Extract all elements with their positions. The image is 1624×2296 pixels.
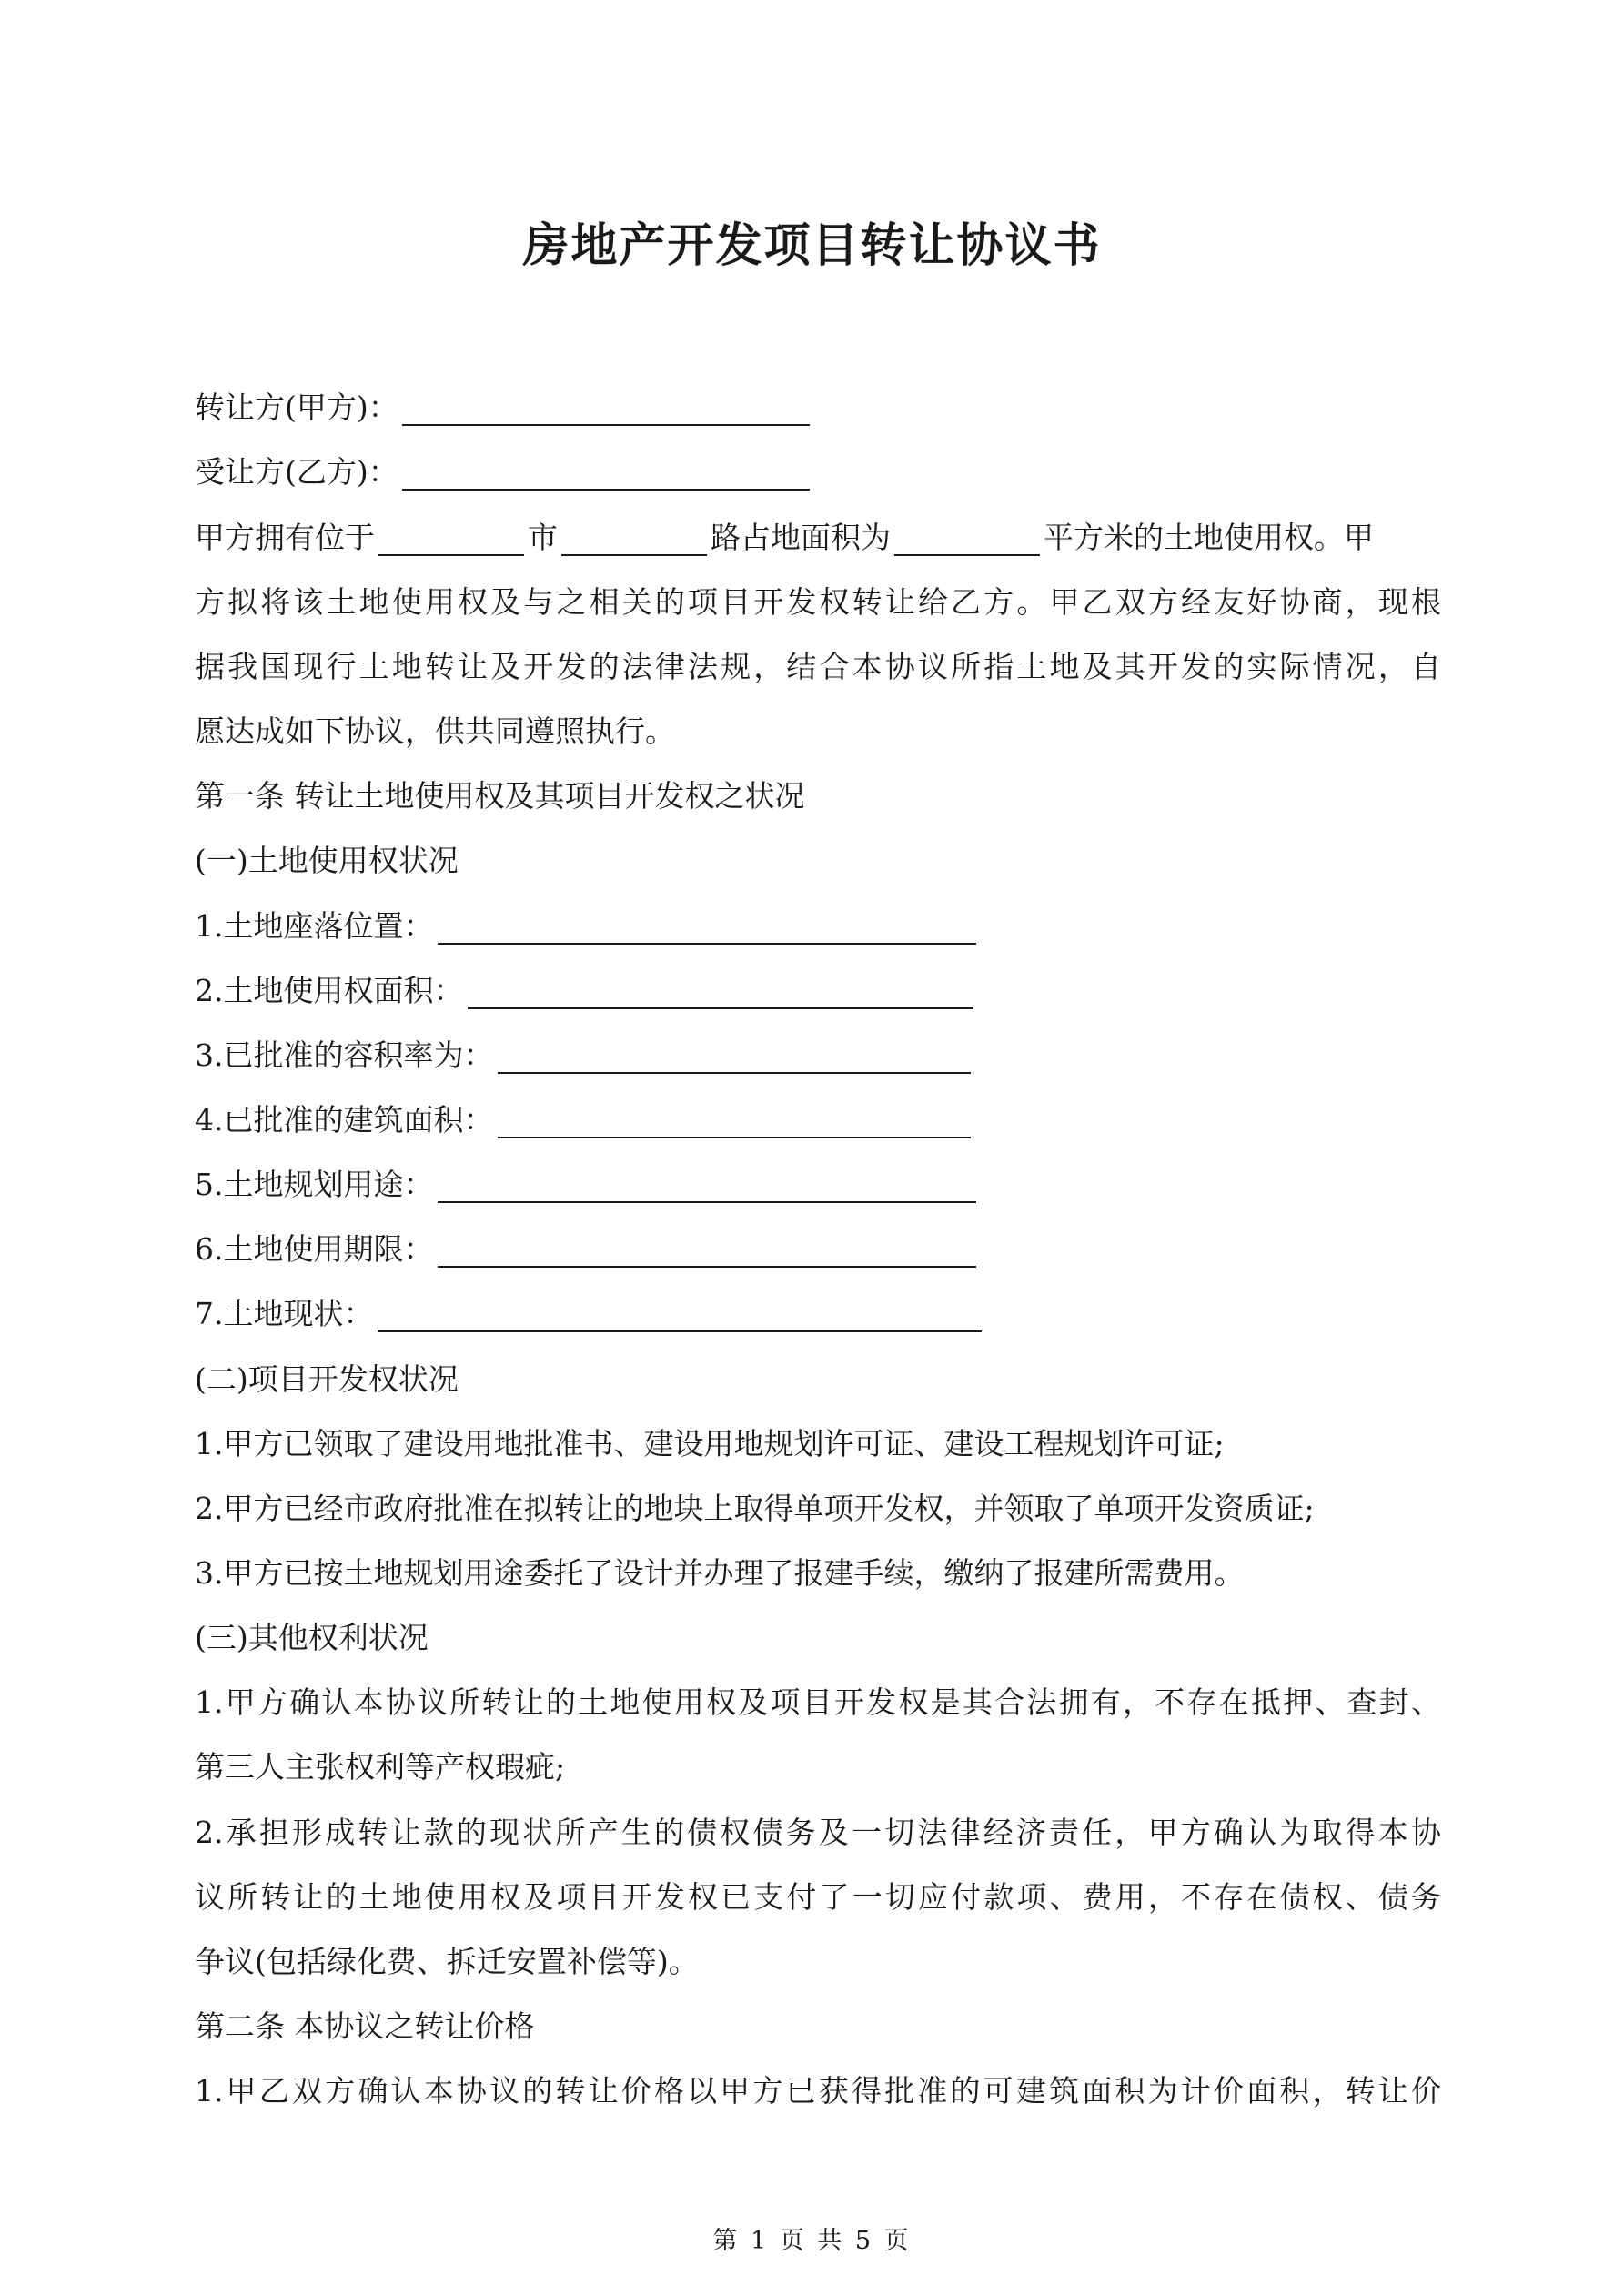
land-item-6 bbox=[195, 1231, 976, 1268]
intro-line-2: 方拟将该土地使用权及与之相关的项目开发权转让给乙方。甲乙双方经友好协商，现根 bbox=[195, 584, 1441, 620]
section-2-heading: (二)项目开发权状况 bbox=[195, 1361, 459, 1397]
land-item-blank bbox=[378, 1300, 982, 1332]
party-a-line bbox=[195, 389, 810, 426]
other-item-1-line-2: 第三人主张权利等产权瑕疵; bbox=[195, 1749, 566, 1785]
article-2-heading: 第二条 本协议之转让价格 bbox=[195, 2008, 535, 2044]
party-a-label: 转让方(甲方)： bbox=[195, 389, 398, 425]
intro-line-3: 据我国现行土地转让及开发的法律法规，结合本协议所指土地及其开发的实际情况，自 bbox=[195, 649, 1441, 684]
city-blank bbox=[378, 523, 524, 556]
land-item-1 bbox=[195, 908, 976, 945]
area-blank bbox=[894, 523, 1040, 556]
land-item-blank bbox=[468, 976, 973, 1009]
intro-text: 路占地面积为 bbox=[711, 520, 891, 555]
intro-text: 平方米的土地使用权。甲 bbox=[1044, 520, 1374, 555]
land-item-label: 5.土地规划用途： bbox=[195, 1167, 434, 1202]
land-item-label: 2.土地使用权面积： bbox=[195, 973, 464, 1008]
land-item-7 bbox=[195, 1296, 982, 1332]
section-3-heading: (三)其他权利状况 bbox=[195, 1620, 429, 1655]
land-item-blank bbox=[438, 1235, 976, 1268]
land-item-blank bbox=[498, 1041, 971, 1074]
intro-text: 市 bbox=[528, 520, 558, 555]
land-item-blank bbox=[438, 912, 976, 945]
other-item-2-line-3: 争议(包括绿化费、拆迁安置补偿等)。 bbox=[195, 1944, 699, 1979]
land-item-5 bbox=[195, 1167, 976, 1203]
other-item-2-line-2: 议所转让的土地使用权及项目开发权已支付了一切应付款项、费用，不存在债权、债务 bbox=[195, 1879, 1441, 1915]
other-item-1-line-1: 1.甲方确认本协议所转让的土地使用权及项目开发权是其合法拥有，不存在抵押、查封、 bbox=[195, 1684, 1441, 1720]
section-1-heading: (一)土地使用权状况 bbox=[195, 843, 459, 878]
dev-item-2: 2.甲方已经市政府批准在拟转让的地块上取得单项开发权，并领取了单项开发资质证; bbox=[195, 1491, 1315, 1526]
land-item-3 bbox=[195, 1037, 971, 1074]
party-b-line bbox=[195, 454, 810, 491]
land-item-label: 1.土地座落位置： bbox=[195, 908, 434, 944]
document-title: 房地产开发项目转让协议书 bbox=[522, 218, 1102, 273]
land-item-blank bbox=[438, 1170, 976, 1203]
page-footer: 第 1 页 共 5 页 bbox=[712, 2227, 912, 2255]
road-blank bbox=[561, 523, 707, 556]
land-item-4 bbox=[195, 1102, 971, 1138]
land-item-blank bbox=[498, 1106, 971, 1138]
intro-line-1 bbox=[195, 520, 1374, 556]
price-item-1: 1.甲乙双方确认本协议的转让价格以甲方已获得批准的可建筑面积为计价面积，转让价 bbox=[195, 2073, 1441, 2109]
land-item-label: 3.已批准的容积率为： bbox=[195, 1037, 494, 1073]
party-a-blank bbox=[402, 393, 810, 426]
article-1-heading: 第一条 转让土地使用权及其项目开发权之状况 bbox=[195, 778, 805, 814]
party-b-blank bbox=[402, 458, 810, 491]
dev-item-3: 3.甲方已按土地规划用途委托了设计并办理了报建手续，缴纳了报建所需费用。 bbox=[195, 1555, 1245, 1591]
intro-line-4: 愿达成如下协议，供共同遵照执行。 bbox=[195, 713, 675, 749]
land-item-label: 7.土地现状： bbox=[195, 1296, 374, 1331]
land-item-2 bbox=[195, 973, 973, 1009]
party-b-label: 受让方(乙方)： bbox=[195, 454, 398, 490]
other-item-2-line-1: 2.承担形成转让款的现状所产生的债权债务及一切法律经济责任，甲方确认为取得本协 bbox=[195, 1815, 1441, 1850]
dev-item-1: 1.甲方已领取了建设用地批准书、建设用地规划许可证、建设工程规划许可证; bbox=[195, 1426, 1225, 1462]
intro-text: 甲方拥有位于 bbox=[195, 520, 375, 555]
land-item-label: 6.土地使用期限： bbox=[195, 1231, 434, 1267]
land-item-label: 4.已批准的建筑面积： bbox=[195, 1102, 494, 1138]
